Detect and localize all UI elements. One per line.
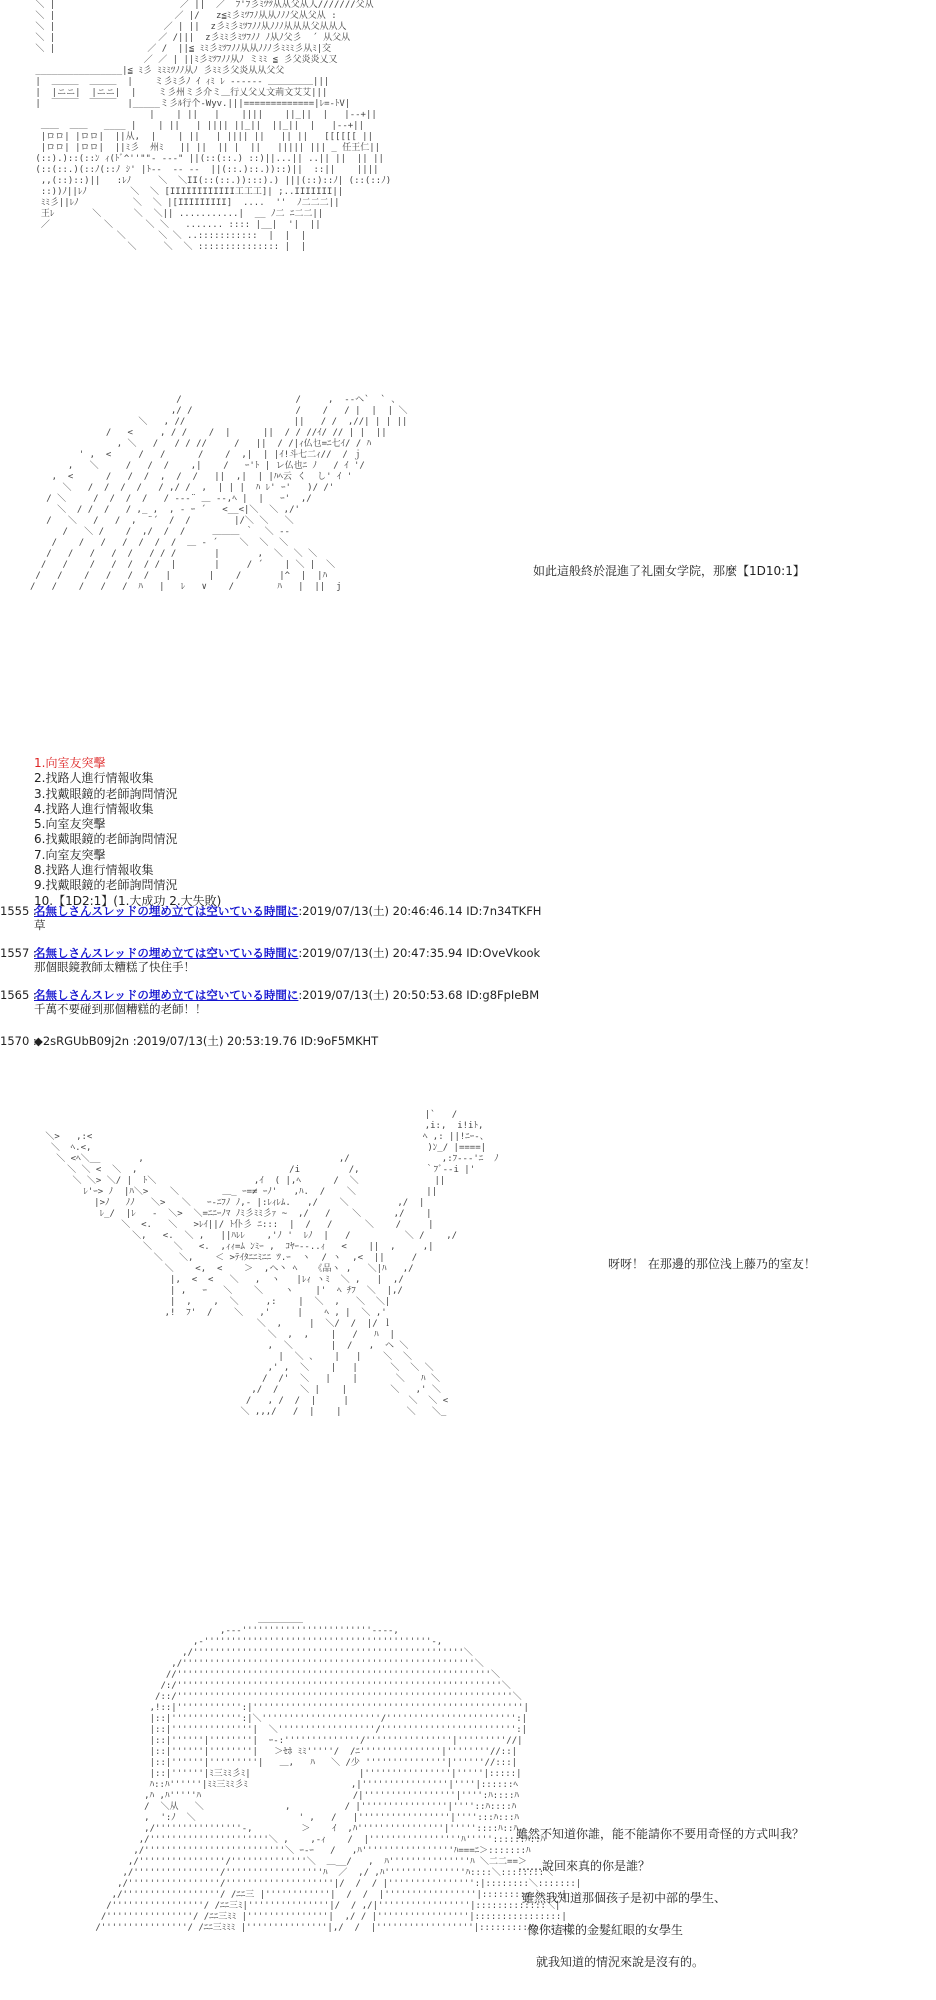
ascii-art-figure-rain: / / , --ヘ` ` 、 ,/ / / / / | | | ＼ ＼ , // || / / ,//| | | || / < , / / / | || / / //ｲ/ // | | || , ＼ / / / // / || / /|ｨ仏乜=ﾆ七ｲ/ / ﾊ ' , < / / / / ,| | |ｲ!斗七二ｨ// / ｊ , ＼ / / / ,| / ｰ'ﾄ | レ仏也ﾆ ﾉ / ｲ '/ , < / / / , / / || ,| | |ﾊﾍ云 く し' ｲ ' ＼ / / / / / ,/ / , | | | ﾊ ﾚ' ｰ' )/ /' / ＼ / / / / / --‐¨ ＿ --,ﾍ | | ｰ' ,/ ＼ / / / / ,_ , , ‐ ｰ ´ <__<|＼ ＼ ,/' / ＼ / / , ¨´ / / |/＼ ＼ ＼ / ＼ / / ,/ / / ＿＿＿ ｀ ＼ -‐ / / / / / / / ＿ ‐ ´ ＼ ＼ ＼ / / / / / / / / | , ＼ ＼ ＼ / / / / / / / | | / ´ | ＼ | ＼ / / / / / / | | / |^ | |ﾊ / / / / / ﾊ | ﾚ ∨ / ﾊ | || j bbox=[30, 395, 408, 592]
choice-item: 10.【1D2:1】(1.大成功 2.大失敗) bbox=[34, 893, 222, 908]
author-trip-header: ◆2sRGUbB09j2n :2019/07/13(土) 20:53:19.76 ID:9oF5MKHT bbox=[34, 1034, 379, 1048]
choice-item: 9.找戴眼鏡的老師詢問情況 bbox=[34, 878, 178, 893]
thread-post bbox=[0, 904, 920, 932]
choice-item: 1.向室友突擊 bbox=[34, 756, 106, 770]
choice-item: 6.找戴眼鏡的老師詢問情況 bbox=[34, 832, 178, 847]
ascii-art-roommate: ＿＿＿＿＿ ,---''''''''''''''''''''''''----, ,-''''''''''''''''''''''''''''''''''''''''''-, ,/''''''''''''''''''''''''''''''''''''''''''''''''''＼ ,/''''''''''''''''''''''''''''''''''''''''''''''''''''''＼ //''''''''''''''''''''''''''''''''''''''''''''''''''''''''''＼ /:/''''''''''''''''''''''''''''''''''''''''''''''''''''''''''''＼ /::/''''''''''''''''''''''''''''''''''''''''''''''''''''''''''''''＼ ,!::|'''''''''''':|''''''''''''''''''''''''''''''''''''''''''''''''''| |::|''''''''''''':|＼''''''''''''''''''''''/'''''''''''''''''''''''':| |::|'''''''''''''''| ＼''''''''''''''''''/''''''''''''''''''''''''':| |::|''''''|''''''''| ｰ-:''''''''''''''/''''''''''''''''|'''''''''//| |::|''''''|''''''''| ＞ｾﾎ ﾐﾐ'''''/ /ﾆ'''''''''''''''|''''''''//::| |::|''''''|'''''''''| ＿, ﾊ ＼ /少 '''''''''''''''|''''''//:::| |::|''''''|ﾐ三ﾐﾐ彡ﾐ| |''''''''''''''''|'''''|:::::| ﾊ::ﾊ''''''|ﾐﾐ三ﾐﾐ彡ﾐ ,|''''''''''''''''|''''|::::::ﾍ ,ﾊ ,ﾊ'''''ﾊ /|'''''''''''''''''|'''':ﾊ::::ﾊ / ＼从 ＼ , / |''''''''''''''''|''''::ﾊ::::ﾊ , ':ﾉ ＼ ' , / |'''''''''''''''''|'''':::ﾊ:::ﾊ ,/''''''''''''''''-, ＞ ｲ ,ﾊ''''''''''''''''|'''''::::ﾊ::ﾊ ,/''''''''''''''''''''''＼ , ,-ｨ / |'''''''''''''''''ﾊ'''''::::::ﾊ::ﾊ ,/''''''''''''''''''''''''''＼ ｰ-ｰ / ,ﾊ'''''''''''''''''ﾊ===ﾆ＞:::::::ﾊ ,/''''''''''''''''/''''''''''''''＼ ＿__/ , ﾊ'''''''''''''''ﾊ ＼二二==＞ ,/''''''''''''''''/''''''''''''''''''ﾊ ／ ,/ ,ﾊ'''''''''''''''ﾊ::::＼::::::::＼ ,/'''''''''''''''''/''''''''''''''''''''|/ / / |'''''''''''''''':|::::::::＼:::::::| ,/''''''''''''''''''/ /ﾆﾆ三 |''''''''''''| / / |'''''''''''''''''|::::::::::＼:::| /'''''''''''''''''/ /ﾆﾆ三ﾐ|'''''''''''''''|/ / ,/|'''''''''''''''''|:::::::::::::＼| /''''''''''''''''/ /ﾆﾆ三ﾐﾐ |'''''''''''''''| ,/ / |'''''''''''''''''|::::::::::::::::| /''''''''''''''''/ /ﾆﾆ三ﾐﾐﾐ |'''''''''''''''|,/ / |''''''''''''''''''|::::::::::::::::| bbox=[95, 1615, 582, 1933]
choice-item: 3.找戴眼鏡的老師詢問情況 bbox=[34, 786, 178, 801]
choice-item: 8.找路人進行情報收集 bbox=[34, 863, 154, 878]
post-number[interactable]: 1565 : bbox=[0, 988, 37, 1002]
narration-line: 如此這般終於混進了礼園女学院，那麼【1D10:1】 bbox=[533, 564, 805, 578]
author-post bbox=[0, 1034, 920, 1048]
post-body: 那個眼鏡教師太糟糕了快住手！ bbox=[34, 960, 195, 974]
post-number[interactable]: 1557 : bbox=[0, 946, 37, 960]
speech-line: 呀呀！ 在那邊的那位浅上藤乃的室友！ bbox=[608, 1257, 816, 1271]
speech-line: 雖然不知道你誰，能不能請你不要用奇怪的方式叫我？ bbox=[516, 1827, 805, 1841]
speech-line: 雖然我知道那個孩子是初中部的學生、 bbox=[522, 1891, 727, 1905]
post-body: 草 bbox=[34, 918, 46, 932]
post-number[interactable]: 1555 : bbox=[0, 904, 37, 918]
choice-item: 2.找路人進行情報收集 bbox=[34, 771, 154, 786]
thread-post bbox=[0, 988, 920, 1016]
post-number[interactable]: 1570 : bbox=[0, 1034, 37, 1048]
poster-name-link[interactable]: 名無しさんスレッドの埋め立ては空いている時間に bbox=[34, 904, 299, 918]
speech-line: 像你這樣的金髮紅眼的女學生 bbox=[527, 1923, 684, 1937]
poster-name-link[interactable]: 名無しさんスレッドの埋め立ては空いている時間に bbox=[34, 946, 299, 960]
post-meta: :2019/07/13(土) 20:47:35.94 ID:OveVkook bbox=[298, 946, 541, 960]
thread-post bbox=[0, 946, 920, 974]
speech-line: 就我知道的情況來說是沒有的。 bbox=[536, 1955, 705, 1969]
speech-line: ……說回來真的你是誰？ bbox=[518, 1859, 651, 1873]
choice-menu bbox=[34, 756, 221, 909]
poster-name-link[interactable]: 名無しさんスレッドの埋め立ては空いている時間に bbox=[34, 988, 299, 1002]
post-meta: :2019/07/13(土) 20:50:53.68 ID:g8FpIeBM bbox=[298, 988, 540, 1002]
choice-item: 7.向室友突擊 bbox=[34, 847, 106, 862]
choice-item: 5.向室友突擊 bbox=[34, 817, 106, 832]
ascii-art-building: ＼ | ／ || ／ ﾌ'ﾌ彡ﾐﾂﾂ从从父从人///////父从 ＼ | ／ |/ z≦ﾐ彡ﾐﾂﾌﾉ从从ﾉﾉﾉ父从父从 : ＼ | ／ | || z彡ﾐ彡ﾐﾂﾌﾉﾉ从ﾉﾉﾉ从从从父从从人 ＼ | ／ /||| z彡ﾐﾐ彡ﾐﾂﾌﾉﾉ ﾉ从ﾉ父彡 ´ 从父从 ＼ | ／ / ||≦ ﾐﾐ彡ﾐﾂﾌﾉﾉ从从ﾉﾉﾉ彡ﾐﾐﾐ彡从ﾐ|交 ／ ／ | ||ﾐ彡ﾐﾂﾌﾉﾉ从ﾉ ミﾐﾐ ≦ 彡父炎炎乂又 ________________|≦ ﾐ彡 ﾐﾐﾐﾂﾉﾉ从ﾉ 彡ﾐﾐ彡父炎从从父父 | ＿＿＿ ＿＿＿ | ミ彡ﾐ彡ﾉ ｲ ｨﾐ ﾚ ------ ＿＿＿＿＿||| | |ニニ| |ニニ| | ミ彡州ミ彡介ミ＿行乂父乂文荊文艾艾||| | ￣￣￣ ￣￣￣ |_____ミ彡ﾙ行个-Wyv.|||=============|ﾚ=-ﾄV| | | || | |||| ||_|| | |--+|| ＿＿ ＿＿ ____ | | || | |||| ||_|| ||_|| | |--+|| |ロロ| |ロロ| ||从, | | || | |||| || || || [[[[[[ || |ロロ| |ロロ| ||ﾐ彡 州ﾐ || || || | || ||||| ||| _ 任王仁|| (::).)::(::ﾝ ｨ(ﾄﾞ^''""- ---" ||(::(::.) ::)||...|| ..|| || || || (::(::.)(::ﾉ(::ﾉ ｼ' |ﾄ-- -- -- ||(::.)::.))::)|| ::|| |||| ,,(::)::)|| :ﾚﾉ ＼ ＼II(::(::.)):::).) |||(::)::ﾉ| (::(::ﾉ) ::))ﾉ||ﾚﾉ ＼ ＼ [IIIIIIIIIIII工工工]| ;..IIIIIII|| ﾐﾐ彡||ﾚﾉ ＼ ＼ |[IIIIIIIII] .... '' ﾉ二二二|| 王ﾚ ＼ ＼ ＼|| ...........| __ ﾉ二 ﾆ二二|| ／ ＼ ＼ ＼ ....... :::: |__| '| || ＼ ＼ ＼ ..::::::::::: | | | ＼ ＼ ＼ ::::::::::::::: | | bbox=[35, 0, 392, 252]
ascii-art-pointing-girl: |` / ,i:, i!iﾄ, ＼> ,:< ﾍ ,: ||!ﾆｰ-、 ＼ ﾍ.<, )ﾝ_/ |====| ＼ <ﾍ＼__ , ,/ ,:ﾌ---'ﾆ ﾉ ＼ ＼ < ＼ , /i /, ｀ﾌﾞ--i |' ＼ ＼> ＼/ | ﾄ＼ ,ｲ ( |,ﾍ / ＼ || ﾚ'ｰ> ﾉ |ﾊ＼> ＼ ＿_ ｰ=≠ ｰﾉ' ,ﾊ. / ＼ || |>ﾉ ﾉﾉ ＼> ＼ ｰ-ﾆﾌﾉ ﾉ,- |:ﾚｨﾚﾑ. ,/ ＼ ,/ | ﾚ_/ |ﾚ - ＼> ＼=ﾆﾆｰﾉﾏ ﾉﾐ彡ﾐﾐ彡ｧ ~ ,/ / ＼ ,/ | ＼ <. ＼ >ﾚｲ||/ ﾄ仆彡 ﾆ::: | / / ＼ / | ＼, <. ＼ , ||ﾊﾚﾚ ,'ﾉ ' ﾚﾉ | / ＼ / ,/ ＼ ＼ <. ,ｨｨ=ﾑ ﾝﾐｰ , ｺﾔｰ--..ｨ < || , ,| ＼ ＼, ＜ >ﾃｲﾀﾆﾆﾐﾆﾆ ﾂ.ｰ ヽ / ヽ ,< || / ＼ <, < ＞ ,ヘ丶 ﾍ 《品ヽ , ＼|ﾊ ,/ |, < < ＼ , ヽ |ﾚｨ ヽﾐ ＼ , | ,/ | , ｰ ＼ ＼ ヽ |' ﾍ ﾁﾌ ＼ |,/ | , , ＼ ,: | ＼ , ＼ ＼| ,! ﾌ' / ＼ ,' | ﾍ , | ＼ ,' ＼ , | ＼/ / |/ ｌ ＼ , , | / ﾊ | , ＼ | / , ヘ ＼ | ＼ 、 | | ＼ ＼ ,' , ＼ | | ＼ ＼ ＼ / /' ＼ | | ＼ ﾊ ＼ ,/ / ＼ | | ＼ ,' ＼ / , / / | | ＼ ＼ < ＼ ,,,/ / | | ＼ ＼_ bbox=[45, 1110, 499, 1417]
post-meta: :2019/07/13(土) 20:46:46.14 ID:7n34TKFH bbox=[298, 904, 542, 918]
post-body: 千萬不要碰到那個糟糕的老師！！ bbox=[34, 1002, 207, 1016]
choice-item: 4.找路人進行情報收集 bbox=[34, 801, 154, 816]
